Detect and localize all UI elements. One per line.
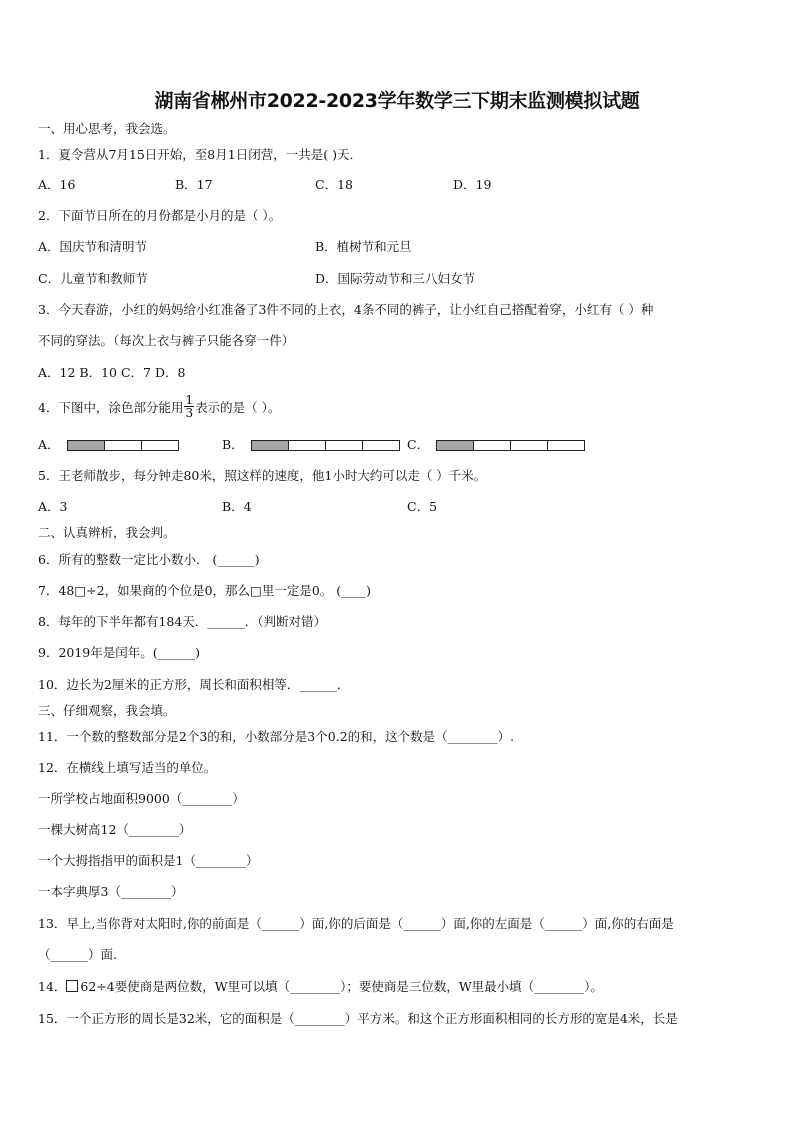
- q12-part-b: 一棵大树高12（________）: [38, 822, 192, 837]
- question-1: 1．夏令营从7月15日开始，至8月1日闭营，一共是( )天．: [38, 147, 362, 162]
- bar-cell: [473, 440, 511, 451]
- question-4: [38, 393, 281, 421]
- q5-option-a: A．3: [38, 499, 68, 514]
- fraction-denominator: 3: [185, 406, 194, 420]
- question-12: 12．在横线上填写适当的单位。: [38, 760, 217, 775]
- q3-options: A．12 B．10 C．7 D．8: [38, 365, 186, 380]
- section-1-heading: 一、用心思考，我会选。: [38, 121, 176, 136]
- q14-text: 62÷4要使商是两位数，W里可以填（________）；要使商是三位数，W里最小填（________）。: [80, 979, 603, 994]
- question-8: 8．每年的下半年都有184天．______．（判断对错）: [38, 614, 327, 629]
- q4-text-after: 表示的是（ ）。: [195, 400, 281, 415]
- bar-cell: [510, 440, 548, 451]
- question-9: 9．2019年是闰年。(______): [38, 645, 201, 660]
- q1-option-c: C．18: [315, 177, 353, 192]
- bar-cell-shaded: [436, 440, 474, 451]
- q2-option-b: B．植树节和元旦: [315, 239, 412, 254]
- question-2: 2．下面节日所在的月份都是小月的是（ ）。: [38, 208, 282, 223]
- q5-option-b: B．4: [222, 499, 252, 514]
- q14-number: 14．: [38, 979, 67, 994]
- q4-option-b-label: B．: [222, 437, 244, 452]
- q4-option-c-bar: [437, 440, 585, 451]
- q1-option-a: A．16: [38, 177, 76, 192]
- question-15: 15．一个正方形的周长是32米，它的面积是（________）平方米。和这个正方形面积相同的长方形的宽是4米，长是: [38, 1011, 678, 1026]
- page-title: 湖南省郴州市2022-2023学年数学三下期末监测模拟试题: [154, 90, 640, 112]
- bar-cell: [288, 440, 326, 451]
- fraction-numerator: 1: [185, 393, 194, 407]
- question-11: 11．一个数的整数部分是2个3的和，小数部分是3个0.2的和，这个数是（________）.: [38, 729, 515, 744]
- question-14: [38, 979, 603, 995]
- blank-box-icon: [66, 980, 78, 992]
- q5-option-c: C．5: [407, 499, 438, 514]
- bar-cell-shaded: [67, 440, 105, 451]
- bar-cell: [362, 440, 400, 451]
- bar-cell: [141, 440, 179, 451]
- section-2-heading: 二、认真辨析，我会判。: [38, 525, 176, 540]
- question-3-line-1: 3．今天春游，小红的妈妈给小红准备了3件不同的上衣，4条不同的裤子，让小红自己搭配着穿，小红有（ ）种: [38, 302, 654, 317]
- question-13-line-1: 13．早上,当你背对太阳时,你的前面是（______）面,你的后面是（______）面,你的左面是（______）面,你的右面是: [38, 916, 674, 931]
- question-10: 10．边长为2厘米的正方形，周长和面积相等．______．: [38, 677, 350, 692]
- section-3-heading: 三、仔细观察，我会填。: [38, 703, 176, 718]
- q4-option-a-bar: [68, 440, 179, 451]
- question-13-line-2: （______）面.: [38, 947, 117, 962]
- q4-option-c-label: C．: [407, 437, 430, 452]
- q2-option-a: A．国庆节和清明节: [38, 239, 148, 254]
- q12-part-c: 一个大拇指指甲的面积是1（________）: [38, 853, 259, 868]
- fraction-one-third: [184, 394, 194, 419]
- question-6: 6．所有的整数一定比小数小． (______): [38, 552, 260, 567]
- q1-option-b: B．17: [175, 177, 213, 192]
- question-3-line-2: 不同的穿法。（每次上衣与裤子只能各穿一件）: [38, 333, 295, 348]
- question-7: 7．48□÷2，如果商的个位是0，那么□里一定是0。 (____): [38, 583, 372, 598]
- q12-part-d: 一本字典厚3（________）: [38, 884, 184, 899]
- bar-cell-shaded: [251, 440, 289, 451]
- q4-option-b-bar: [252, 440, 400, 451]
- q12-part-a: 一所学校占地面积9000（________）: [38, 791, 245, 806]
- q4-option-c: [407, 437, 585, 453]
- q2-option-d: D．国际劳动节和三八妇女节: [315, 271, 476, 286]
- q1-option-d: D．19: [453, 177, 492, 192]
- q4-text-before: 4．下图中，涂色部分能用: [38, 400, 184, 415]
- q2-option-c: C．儿童节和教师节: [38, 271, 148, 286]
- q4-option-a-label: A．: [38, 437, 60, 452]
- bar-cell: [325, 440, 363, 451]
- q4-option-b: [222, 437, 400, 453]
- q4-option-a: [38, 437, 179, 453]
- bar-cell: [104, 440, 142, 451]
- bar-cell: [547, 440, 585, 451]
- question-5: 5．王老师散步，每分钟走80米，照这样的速度，他1小时大约可以走（ ）千米。: [38, 468, 487, 483]
